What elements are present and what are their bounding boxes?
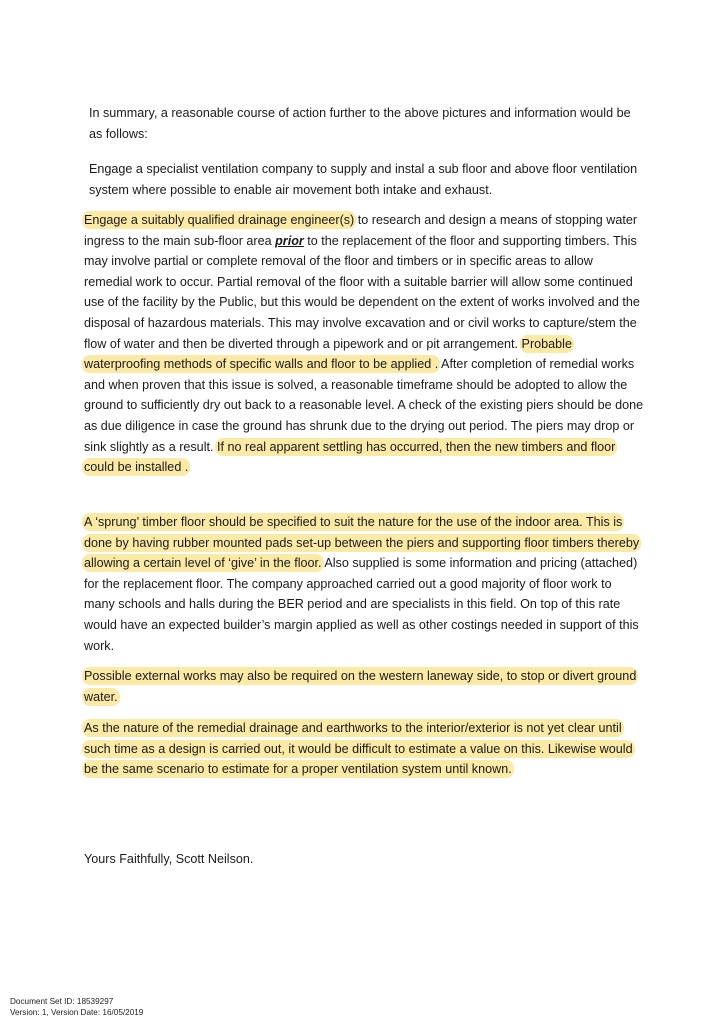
highlight-estimate: As the nature of the remedial drainage and earthworks to the interior/exterior is not yet clear until such time as a design is carried out, it would be difficult to estimate a value on this. Likewise would be the same scenario to estimate for a proper ventilation system until known. bbox=[84, 721, 633, 777]
drainage-paragraph bbox=[84, 210, 644, 478]
emphasis-prior: prior bbox=[275, 233, 304, 248]
version-info: Version: 1, Version Date: 16/05/2019 bbox=[10, 1008, 144, 1017]
sprung-floor-paragraph bbox=[84, 512, 644, 656]
highlight-settling: If no real apparent settling has occurred, then the new timbers and floor could be installed . bbox=[84, 439, 616, 475]
ventilation-paragraph: Engage a specialist ventilation company to supply and instal a sub floor and above floor ventilation system where possible to enable air movement both intake and exhaust. bbox=[89, 162, 638, 197]
highlight-external-works: Possible external works may also be required on the western laneway side, to stop or divert ground water. bbox=[84, 669, 637, 704]
drainage-text-3: After completion of remedial works and when proven that this issue is solved, a reasonable timeframe should be adopted to allow the ground to sufficiently dry out back to a reasonable level. A check of the existing piers should be done as due diligence in case the ground has shrunk due to the drying out period. The piers may drop or sink slightly as a result. bbox=[84, 357, 644, 454]
highlight-drainage-engineer: Engage a suitably qualified drainage engineer(s) bbox=[84, 213, 355, 227]
drainage-text-1: to research and design a means of stopping water ingress to the main sub-floor area bbox=[84, 213, 638, 248]
document-footer bbox=[10, 996, 143, 1018]
highlight-sprung-floor: A ‘sprung’ timber floor should be specified to suit the nature for the use of the indoor area. This is done by having rubber mounted pads set-up between the piers and supporting floor timbers thereby allowing a certain level of ‘give’ in the floor. bbox=[84, 515, 640, 571]
document-set-id: Document Set ID: 18539297 bbox=[10, 997, 114, 1006]
signoff: Yours Faithfully, Scott Neilson. bbox=[84, 852, 254, 866]
external-works-paragraph bbox=[84, 666, 644, 707]
drainage-text-2: to the replacement of the floor and supporting timbers. This may involve partial or complete removal of the floor and timbers or in specific areas to allow remedial work to occur. Partial removal of the floor with a suitable barrier will allow some continued use of the facility by the Public, but this would be dependent on the extent of works involved and the disposal of hazardous materials. This may involve excavation and or civil works to capture/stem the flow of water and then be diverted through a pipework and or pit arrangement. bbox=[84, 233, 640, 351]
highlight-waterproofing: Probable waterproofing methods of specific walls and floor to be applied . bbox=[84, 336, 572, 372]
summary-paragraph: In summary, a reasonable course of action further to the above pictures and information would be as follows: bbox=[89, 106, 631, 141]
sprung-floor-text: Also supplied is some information and pricing (attached) for the replacement floor. The company approached carried out a good majority of floor work to many schools and halls during the BER period and are specialists in this field. On top of this rate would have an expected builder’s margin applied as well as other costings needed in support of this work. bbox=[84, 556, 639, 653]
estimate-paragraph bbox=[84, 718, 644, 780]
